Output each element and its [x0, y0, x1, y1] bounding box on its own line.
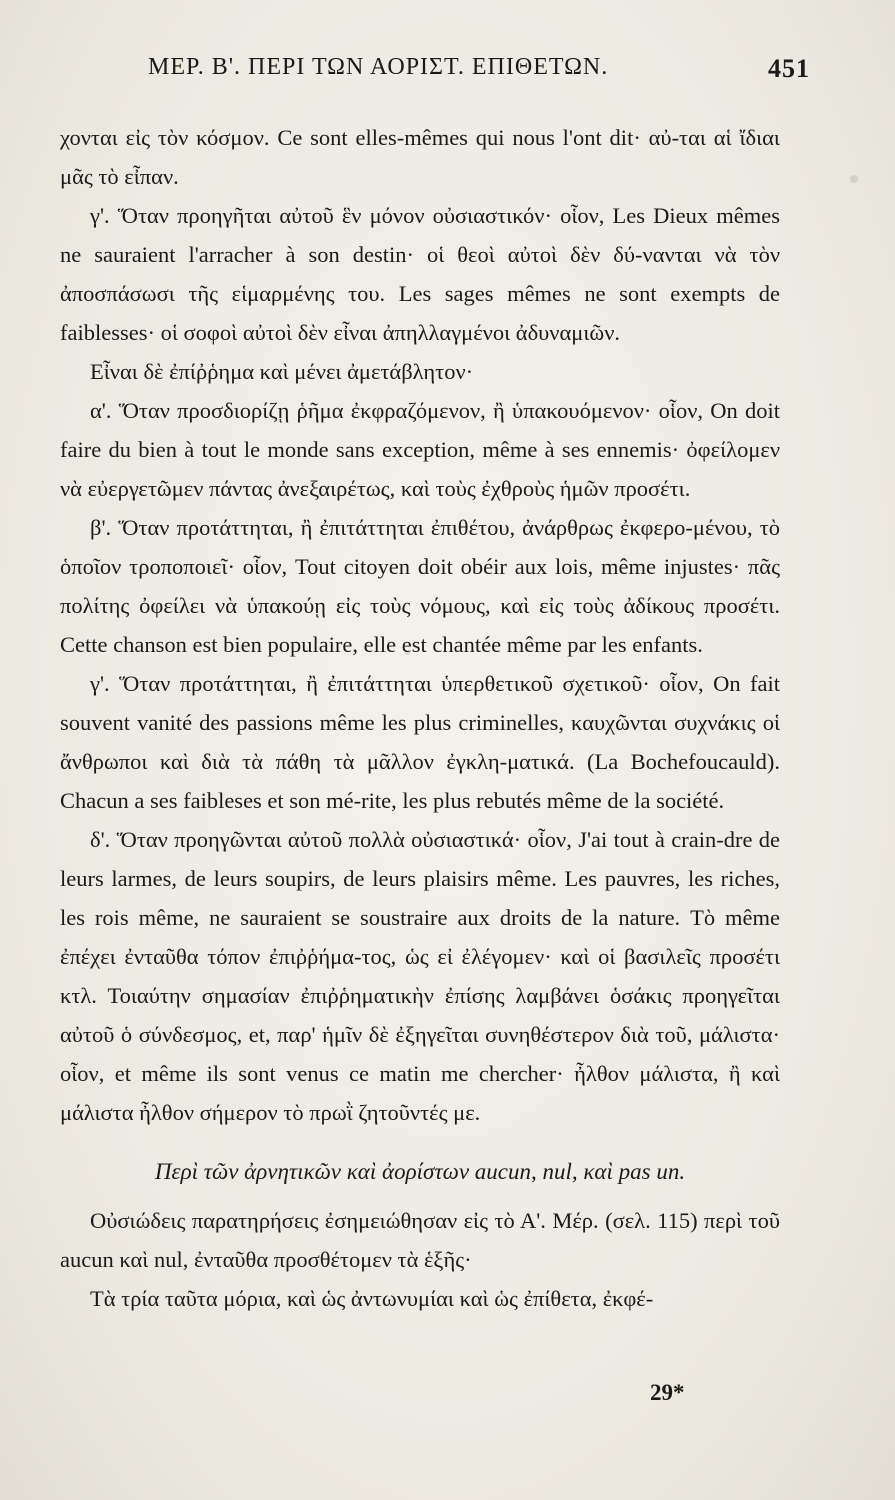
paragraph: γ'. Ὅταν προτάττηται, ἢ ἐπιτάττηται ὑπερθετικοῦ σχετικοῦ· οἷον, On fait souvent vanité des passions même les plus criminelles, καυχῶνται συχνάκις οἱ ἄνθρωποι καὶ διὰ τὰ πάθη τὰ μᾶλλον ἐγκλη-ματικά. (La Bochefoucauld). Chacun a ses faibleses et son mé-rite, les plus rebutés même de la société.: [60, 671, 780, 813]
section-title: Περὶ τῶν ἀρνητικῶν καὶ ἀορίστων aucun, nul, καὶ pas un.: [154, 1159, 686, 1184]
page-body: [60, 118, 780, 1318]
page-number: 451: [768, 54, 810, 83]
paragraph: Τὰ τρία ταῦτα μόρια, καὶ ὡς ἀντωνυμίαι καὶ ὡς ἐπίθετα, ἐκφέ-: [90, 1286, 654, 1311]
paragraph: Εἶναι δὲ ἐπίῤῥημα καὶ μένει ἀμετάβλητον·: [90, 359, 474, 384]
paragraph: α'. Ὅταν προσδιορίζῃ ῥῆμα ἐκφραζόμενον, ἢ ὑπακουόμενον· οἷον, On doit faire du bien à tout le monde sans exception, même à ses ennemis· ὀφείλομεν νὰ εὐεργετῶμεν πάντας ἀνεξαιρέτως, καὶ τοὺς ἐχθροὺς ἡμῶν προσέτι.: [60, 398, 780, 501]
paper-spot: [850, 175, 858, 183]
signature-mark: 29*: [650, 1380, 685, 1405]
paragraph: δ'. Ὅταν προηγῶνται αὐτοῦ πολλὰ οὐσιαστικά· οἷον, J'ai tout à crain-dre de leurs larmes, de leurs soupirs, de leurs plaisirs même. Les pauvres, les riches, les rois même, ne sauraient se soustraire aux droits de la nature. Τὸ même ἐπέχει ἐνταῦθα τόπον ἐπιῤῥήμα-τος, ὡς εἰ ἐλέγομεν· καὶ οἱ βασιλεῖς προσέτι κτλ. Τοιαύτην σημασίαν ἐπιῤῥηματικὴν ἐπίσης λαμβάνει ὁσάκις προηγεῖται αὐτοῦ ὁ σύνδεσμος, et, παρ' ἡμῖν δὲ ἐξηγεῖται συνηθέστερον διὰ τοῦ, μάλιστα· οἷον, et même ils sont venus ce matin me chercher· ἦλθον μάλιστα, ἢ καὶ μάλιστα ἦλθον σήμερον τὸ πρωῒ ζητοῦντές με.: [60, 827, 780, 1125]
paragraph: γ'. Ὅταν προηγῆται αὐτοῦ ἓν μόνον οὐσιαστικόν· οἷον, Les Dieux mêmes ne sauraient l'arracher à son destin· οἱ θεοὶ αὐτοὶ δὲν δύ-νανται νὰ τὸν ἀποσπάσωσι τῆς εἱμαρμένης του. Les sages mêmes ne sont exempts de faiblesses· οἱ σοφοὶ αὐτοὶ δὲν εἶναι ἀπηλλαγμένοι ἀδυναμιῶν.: [60, 203, 780, 345]
paragraph: χονται εἰς τὸν κόσμον. Ce sont elles-mêmes qui nous l'ont dit· αὐ-ται αἱ ἴδιαι μᾶς τὸ εἶπαν.: [60, 125, 780, 189]
paragraph: Οὐσιώδεις παρατηρήσεις ἐσημειώθησαν εἰς τὸ Α'. Μέρ. (σελ. 115) περὶ τοῦ aucun καὶ nul, ἐνταῦθα προσθέτομεν τὰ ἑξῆς·: [60, 1208, 780, 1272]
running-title: ΜΕΡ. Β'. ΠΕΡΙ ΤΩΝ ΑΟΡΙΣΤ. ΕΠΙΘΕΤΩΝ.: [148, 54, 609, 80]
paragraph: β'. Ὅταν προτάττηται, ἢ ἐπιτάττηται ἐπιθέτου, ἀνάρθρως ἐκφερο-μένου, τὸ ὁποῖον τροποποιεῖ· οἷον, Tout citoyen doit obéir aux lois, même injustes· πᾶς πολίτης ὀφείλει νὰ ὑπακούῃ εἰς τοὺς νόμους, καὶ εἰς τοὺς ἀδίκους προσέτι. Cette chanson est bien populaire, elle est chantée même par les enfants.: [60, 515, 780, 657]
